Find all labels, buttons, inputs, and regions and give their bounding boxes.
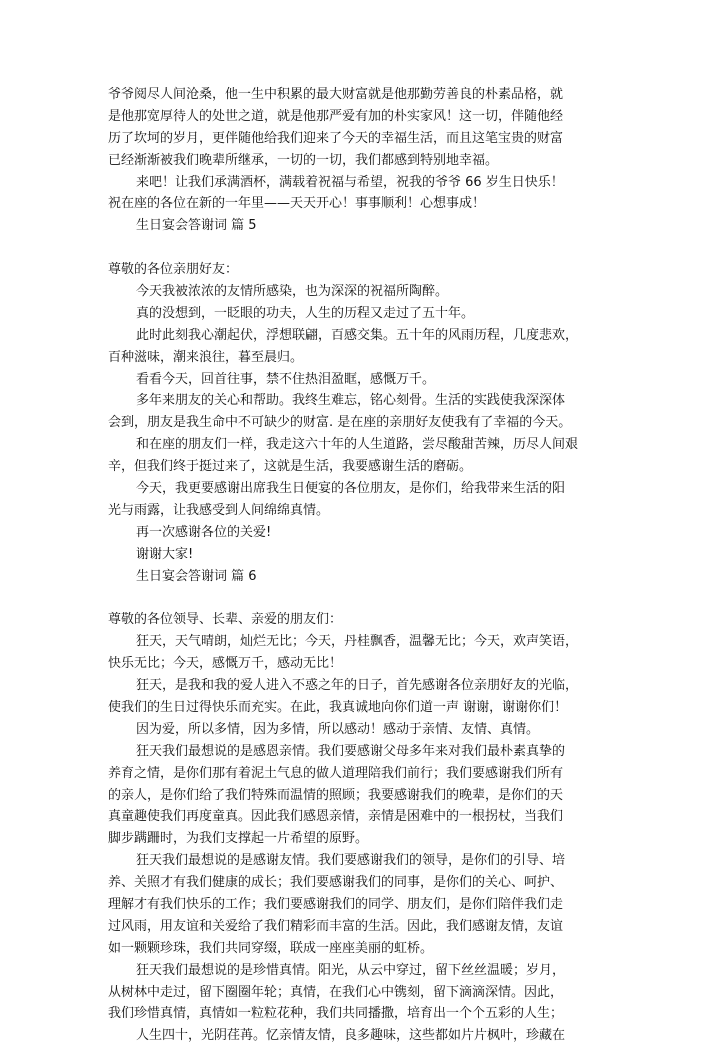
- salutation: 尊敬的各位领导、长辈、亲爱的朋友们：: [108, 612, 343, 628]
- text-line: 脚步蹒跚时，为我们支撑起一片希望的原野。: [108, 831, 369, 847]
- text-line: 狂天我们最想说的是感恩亲情。我们要感谢父母多年来对我们最朴素真挚的: [136, 743, 566, 759]
- text-line: 看看今天，回首往事，禁不住热泪盈眶，感慨万千。: [136, 371, 436, 387]
- text-line: 真的没想到，一眨眼的功夫，人生的历程又走过了五十年。: [136, 305, 475, 321]
- text-line: 使我们的生日过得快乐而充实。在此，我真诚地向你们道一声 谢谢，谢谢你们！: [108, 699, 568, 715]
- text-line: 人生四十，光阴荏苒。忆亲情友情，良多趣味，这些都如片片枫叶，珍藏在: [136, 1028, 566, 1044]
- text-line: 祝在座的各位在新的一年里——天天开心！事事顺利！心想事成！: [108, 196, 486, 212]
- blank-line: [108, 587, 620, 609]
- text-line: 再一次感谢各位的关爱!: [136, 524, 272, 540]
- text-line: 今天我被浓浓的友情所感染，也为深深的祝福所陶醉。: [136, 284, 449, 300]
- text-line: 已经渐渐被我们晚辈所继承，一切的一切，我们都感到特别地幸福。: [108, 152, 499, 168]
- text-line: 的亲人，是你们给了我们特殊而温情的照顾；我要感谢我们的晚辈，是你们的天: [108, 787, 564, 803]
- text-line: 会到，朋友是我生命中不可缺少的财富. 是在座的亲朋好友使我有了幸福的今天。: [108, 415, 572, 431]
- text-line: 此时此刻我心潮起伏，浮想联翩，百感交集。五十年的风雨历程，几度悲欢，: [136, 327, 579, 343]
- text-line: 辛，但我们终于挺过来了，这就是生活，我要感谢生活的磨砺。: [108, 459, 473, 475]
- text-line: 光与雨露，让我感受到人间绵绵真情。: [108, 502, 330, 518]
- text-line: 来吧！让我们承满酒杯，满载着祝福与希望，祝我的爷爷 66 岁生日快乐！: [136, 174, 564, 190]
- text-line: 真童趣使我们再度童真。因此我们感恩亲情，亲情是困难中的一根拐杖，当我们: [108, 809, 564, 825]
- text-line: 养、关照才有我们健康的成长；我们要感谢我们的同事，是你们的关心、呵护、: [108, 875, 564, 891]
- text-line: 狂天我们最想说的是感谢友情。我们要感谢我们的领导，是你们的引导、培: [136, 853, 566, 869]
- text-line: 狂天我们最想说的是珍惜真情。阳光，从云中穿过，留下丝丝温暖；岁月，: [136, 962, 566, 978]
- text-line: 和在座的朋友们一样，我走这六十年的人生道路，尝尽酸甜苦辣，历尽人间艰: [136, 437, 579, 453]
- text-line: 养育之情，是你们那有着泥土气息的做人道理陪我们前行；我们要感谢我们所有: [108, 765, 564, 781]
- text-line: 多年来朋友的关心和帮助。我终生难忘，铭心刻骨。生活的实践使我深深体: [136, 393, 566, 409]
- document-page: [108, 84, 620, 1047]
- text-line: 过风雨，用友谊和关爱给了我们精彩而丰富的生活。因此，我们感谢友情，友谊: [108, 918, 564, 934]
- section-heading: 生日宴会答谢词 篇 6: [136, 568, 257, 584]
- text-line: 爷爷阅尽人间沧桑，他一生中积累的最大财富就是他那勤劳善良的朴素品格，就: [108, 87, 564, 102]
- text-line: 从树林中走过，留下圈圈年轮；真情，在我们心中镌刻，留下滴滴深情。因此，: [108, 984, 564, 1000]
- text-line: 历了坎坷的岁月，更伴随他给我们迎来了今天的幸福生活，而且这笔宝贵的财富: [108, 130, 564, 146]
- text-line: 我们珍惜真情，真情如一粒粒花种，我们共同播撒，培育出一个个五彩的人生；: [108, 1006, 564, 1022]
- text-line: 是他那宽厚待人的处世之道，就是他那严爱有加的朴实家风！这一切，伴随他经: [108, 108, 564, 124]
- text-line: 理解才有我们快乐的工作；我们要感谢我们的同学、朋友们，是你们陪伴我们走: [108, 896, 564, 912]
- salutation: 尊敬的各位亲朋好友：: [108, 262, 239, 278]
- blank-line: [108, 237, 620, 259]
- text-line: 谢谢大家!: [136, 546, 194, 562]
- text-line: 狂天，是我和我的爱人进入不惑之年的日子，首先感谢各位亲朋好友的光临，: [136, 678, 579, 694]
- text-line: 百种滋味，潮来浪往，暮至晨归。: [108, 349, 304, 365]
- text-line: 因为爱，所以多情，因为多情，所以感动！感动于亲情、友情、真情。: [136, 721, 540, 737]
- text-line: 今天，我更要感谢出席我生日便宴的各位朋友，是你们，给我带来生活的阳: [136, 481, 566, 497]
- section-heading: 生日宴会答谢词 篇 5: [136, 218, 257, 234]
- text-line: 快乐无比；今天，感慨万千，感动无比！: [108, 656, 343, 672]
- text-line: 狂天，天气晴朗，灿烂无比；今天，丹桂飘香，温馨无比；今天，欢声笑语，: [136, 634, 579, 650]
- text-line: 如一颗颗珍珠，我们共同穿缀，联成一座座美丽的虹桥。: [108, 940, 434, 956]
